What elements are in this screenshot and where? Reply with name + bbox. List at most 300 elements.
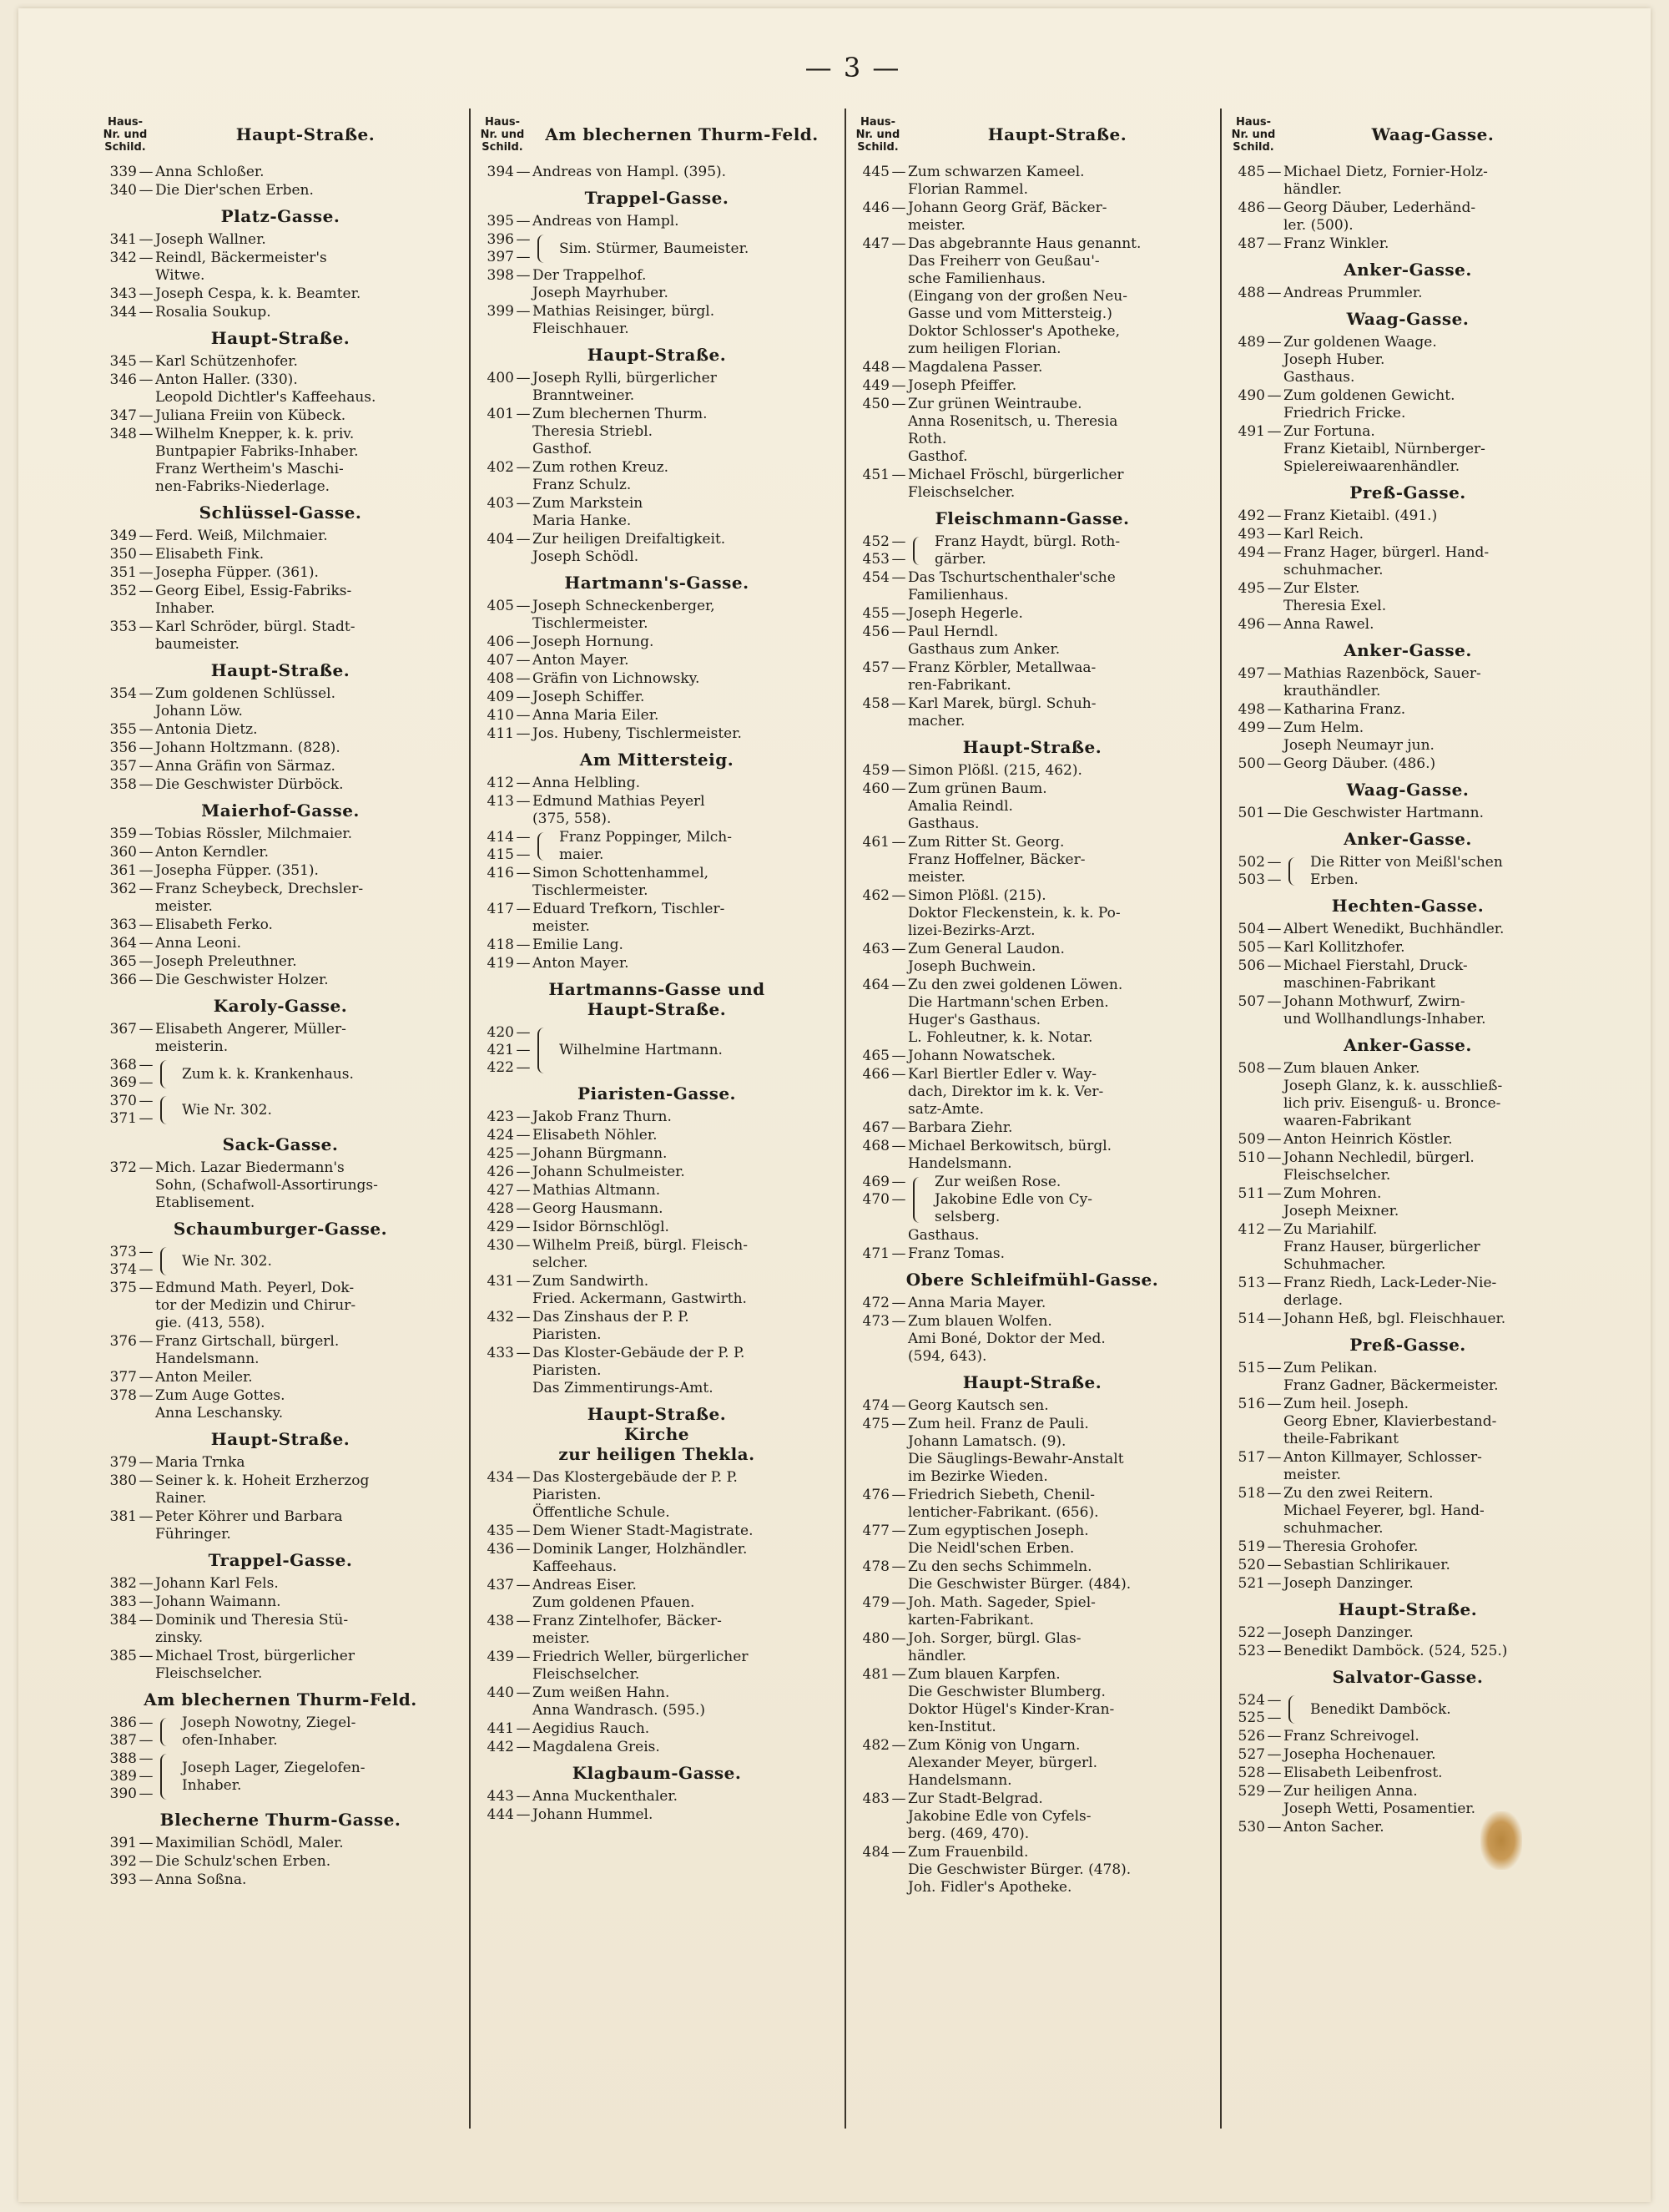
owner-text: Joh. Sorger, bürgl. Glas- händler. [908, 1630, 1082, 1664]
house-number: 472 [862, 1295, 890, 1311]
house-entry [853, 1630, 1212, 1665]
owner-text: Joseph Wallner. [155, 231, 266, 248]
dash-separator: — [891, 659, 906, 676]
house-entry [477, 213, 836, 230]
dash-separator: — [516, 955, 531, 972]
house-number: 385 [109, 1648, 137, 1664]
owner-text: Anton Mayer. [532, 652, 629, 669]
dash-separator: — [516, 1237, 531, 1254]
house-number: 519 [1238, 1538, 1265, 1555]
dash-separator: — [891, 1737, 906, 1754]
house-number: 434 [487, 1469, 514, 1486]
owner-text: Joseph Schiffer. [532, 689, 645, 705]
dash-separator: — [516, 846, 531, 863]
owner-text: Seiner k. k. Hoheit Erzherzog Rainer. [155, 1472, 370, 1507]
house-number: 397 [487, 249, 514, 265]
owner-text: Johann Karl Fels. [155, 1575, 279, 1592]
dash-separator: — [891, 1487, 906, 1503]
dash-separator: — [1267, 993, 1282, 1010]
house-entry [477, 531, 836, 566]
page-number: — 3 — [804, 52, 901, 83]
house-number: 487 [1238, 235, 1265, 252]
dash-separator: — [139, 972, 154, 988]
owner-text: Jakob Franz Thurn. [532, 1109, 672, 1125]
owner-text: Mathias Razenböck, Sauer- krauthändler. [1283, 665, 1481, 699]
house-entry [1228, 616, 1587, 634]
street-heading: Obere Schleifmühl-Gasse. [905, 1270, 1159, 1290]
dash-separator: — [139, 1732, 154, 1749]
owner-text: Johann Heß, bgl. Fleischhauer. [1283, 1311, 1506, 1327]
house-number: 483 [862, 1790, 890, 1807]
dash-separator: — [139, 1093, 154, 1109]
house-number: 486 [1238, 199, 1265, 216]
owner-text: Anna Leoni. [155, 935, 242, 952]
street-heading: Haupt-Straße. [210, 660, 350, 680]
dash-separator: — [516, 459, 531, 476]
house-number: 455 [862, 605, 890, 622]
house-number: 339 [109, 164, 137, 180]
house-entry [477, 1523, 836, 1540]
house-entry [100, 1454, 461, 1472]
brace-bracket [160, 1754, 177, 1800]
dash-separator: — [1267, 871, 1282, 888]
dash-separator: — [139, 1454, 154, 1471]
dash-separator: — [516, 937, 531, 953]
house-entry [477, 689, 836, 706]
dash-separator: — [139, 758, 154, 775]
owner-text: Joseph Hegerle. [908, 605, 1023, 622]
house-entry [477, 670, 836, 688]
house-number: 415 [487, 846, 514, 863]
house-entry [853, 977, 1212, 1047]
owner-text: Anna Schloßer. [155, 164, 265, 180]
house-entry [100, 182, 461, 199]
dash-separator: — [516, 829, 531, 846]
owner-text: Die Schulz'schen Erben. [155, 1853, 331, 1870]
owner-text: Albert Wenedikt, Buchhändler. [1283, 921, 1505, 937]
house-number: 448 [862, 359, 890, 376]
house-entry [853, 235, 1212, 358]
house-entry [100, 250, 461, 285]
owner-text: Franz Girtschall, bürgerl. Handelsmann. [155, 1333, 340, 1367]
house-entry [477, 1788, 836, 1805]
owner-text: Zum k. k. Krankenhaus. [182, 1065, 354, 1083]
street-heading: Haupt-Straße. [210, 328, 350, 348]
brace-bracket [537, 1028, 554, 1073]
house-entry [853, 396, 1212, 466]
owner-text: Anna Muckenthaler. [532, 1788, 678, 1805]
dash-separator: — [139, 1715, 154, 1731]
house-entry [1228, 755, 1587, 773]
owner-text: Benedikt Damböck. (524, 525.) [1283, 1643, 1508, 1659]
house-entry [477, 1720, 836, 1738]
dash-separator: — [1267, 805, 1282, 821]
owner-text: Zum Markstein Maria Hanke. [532, 495, 643, 529]
directory-column [845, 109, 1220, 2129]
owner-text: Antonia Dietz. [155, 721, 258, 738]
house-number: 342 [109, 250, 137, 266]
house-number: 503 [1238, 871, 1265, 888]
dash-separator: — [1267, 1819, 1282, 1836]
dash-separator: — [139, 721, 154, 738]
dash-separator: — [1267, 1624, 1282, 1641]
house-number: 527 [1238, 1746, 1265, 1763]
dash-separator: — [139, 844, 154, 861]
owner-text: Die Dier'schen Erben. [155, 182, 314, 199]
dash-separator: — [516, 689, 531, 705]
house-entry [1228, 1819, 1587, 1836]
house-entry [100, 371, 461, 407]
dash-separator: — [891, 1295, 906, 1311]
house-entry [853, 1295, 1212, 1312]
owner-text: Zum goldenen Gewicht. Friedrich Fricke. [1283, 387, 1455, 422]
dash-separator: — [516, 1273, 531, 1290]
house-entry [853, 941, 1212, 976]
dash-separator: — [891, 396, 906, 412]
directory-column [469, 109, 845, 2129]
house-number: 520 [1238, 1557, 1265, 1573]
house-entry [100, 721, 461, 739]
dash-separator: — [516, 213, 531, 230]
street-heading: Hechten-Gasse. [1331, 896, 1485, 916]
dash-separator: — [139, 250, 154, 266]
house-number: 349 [109, 528, 137, 544]
street-heading: Haupt-Straße. [1338, 1599, 1478, 1619]
house-number: 371 [109, 1110, 137, 1127]
owner-text: Zum Ritter St. Georg. Franz Hoffelner, Bäcker- meister. [908, 834, 1086, 886]
house-entry [853, 1737, 1212, 1790]
owner-text: Das Zinshaus der P. P. Piaristen. [532, 1309, 689, 1343]
house-number: 470 [862, 1191, 890, 1208]
house-number: 416 [487, 865, 514, 881]
owner-text: Joseph Lager, Ziegelofen- Inhaber. [182, 1759, 366, 1794]
house-entry [1228, 199, 1587, 235]
dash-separator: — [139, 231, 154, 248]
dash-separator: — [139, 164, 154, 180]
house-number: 497 [1238, 665, 1265, 682]
house-number: 449 [862, 377, 890, 394]
owner-text: Johann Georg Gräf, Bäcker- meister. [908, 199, 1107, 234]
house-entry [100, 285, 461, 303]
owner-text: Zum General Laudon. Joseph Buchwein. [908, 941, 1065, 975]
house-entry [100, 1871, 461, 1889]
house-entry [853, 624, 1212, 659]
dash-separator: — [139, 1853, 154, 1870]
house-entry [477, 459, 836, 494]
house-number: 453 [862, 551, 890, 568]
column-street-title: Haupt-Straße. [235, 124, 376, 144]
owner-text: Georg Kautsch sen. [908, 1397, 1049, 1414]
house-entry [853, 1558, 1212, 1593]
house-number: 390 [109, 1785, 137, 1802]
house-number: 357 [109, 758, 137, 775]
house-entry [853, 762, 1212, 780]
owner-text: Zur Stadt-Belgrad. Jakobine Edle von Cyfels- berg. (469, 470). [908, 1790, 1092, 1842]
dash-separator: — [891, 1666, 906, 1683]
dash-separator: — [516, 1042, 531, 1058]
dash-separator: — [891, 1313, 906, 1330]
dash-separator: — [516, 725, 531, 742]
house-entry [477, 652, 836, 669]
house-number: 407 [487, 652, 514, 669]
dash-separator: — [139, 1508, 154, 1525]
dash-separator: — [139, 1159, 154, 1176]
house-number: 361 [109, 862, 137, 879]
dash-separator: — [139, 546, 154, 563]
street-heading: Trappel-Gasse. [584, 188, 729, 208]
owner-text: Zum blauen Karpfen. Die Geschwister Blumberg. Doktor Hügel's Kinder-Kran- ken-Institut. [908, 1666, 1115, 1735]
house-number: 389 [109, 1768, 137, 1785]
dash-separator: — [891, 164, 906, 180]
owner-text: Michael Trost, bürgerlicher Fleischselcher. [155, 1648, 355, 1682]
house-entry [1228, 1275, 1587, 1310]
house-number: 488 [1238, 285, 1265, 301]
owner-text: Das Kloster-Gebäude der P. P. Piaristen. Das Zimmentirungs-Amt. [532, 1345, 745, 1396]
owner-text: Simon Plößl. (215, 462). [908, 762, 1082, 779]
column-street-title: Haupt-Straße. [987, 124, 1127, 144]
house-number: 353 [109, 619, 137, 635]
owner-text: Sebastian Schlirikauer. [1283, 1557, 1450, 1573]
house-entry [1228, 387, 1587, 422]
brace-bracket [160, 1060, 177, 1088]
owner-text: Anton Sacher. [1283, 1819, 1384, 1836]
house-number: 406 [487, 634, 514, 650]
house-number: 365 [109, 953, 137, 970]
house-entry [477, 598, 836, 633]
dash-separator: — [139, 371, 154, 388]
street-heading: Am blechernen Thurm-Feld. [144, 1689, 417, 1710]
dash-separator: — [1267, 199, 1282, 216]
street-heading: Anker-Gasse. [1344, 260, 1472, 280]
house-number: 466 [862, 1066, 890, 1083]
owner-text: Georg Eibel, Essig-Fabriks- Inhaber. [155, 583, 352, 617]
page-sheet [18, 8, 1651, 2202]
house-number: 454 [862, 569, 890, 586]
house-entry [1228, 1538, 1587, 1556]
grouped-entry [100, 1244, 461, 1279]
owner-text: Johann Hummel. [532, 1806, 653, 1823]
house-number: 510 [1238, 1149, 1265, 1166]
dash-separator: — [516, 1523, 531, 1539]
house-number: 492 [1238, 508, 1265, 524]
owner-text: Franz Haydt, bürgl. Roth- gärber. [935, 533, 1121, 568]
column-header [853, 109, 1212, 160]
owner-text: Zum heil. Joseph. Georg Ebner, Klavierbestand- theile-Fabrikant [1283, 1396, 1497, 1447]
dash-separator: — [1267, 526, 1282, 543]
dash-separator: — [1267, 1060, 1282, 1077]
dash-separator: — [516, 1145, 531, 1162]
dash-separator: — [516, 370, 531, 386]
owner-text: Friedrich Weller, bürgerlicher Fleischselcher. [532, 1649, 749, 1683]
dash-separator: — [139, 1593, 154, 1610]
owner-text: Johann Bürgmann. [532, 1145, 668, 1162]
house-entry [100, 528, 461, 545]
dash-separator: — [1267, 235, 1282, 252]
house-entry [477, 1649, 836, 1684]
street-heading: Haupt-Straße. [587, 345, 727, 365]
owner-text: Joseph Preleuthner. [155, 953, 297, 970]
column-label: Haus-Nr. und Schild. [855, 115, 900, 154]
house-number: 444 [487, 1806, 514, 1823]
dash-separator: — [891, 359, 906, 376]
house-number: 411 [487, 725, 514, 742]
house-entry [477, 303, 836, 338]
owner-text: Franz Poppinger, Milch- maier. [559, 829, 733, 863]
street-heading: Schaumburger-Gasse. [173, 1219, 388, 1239]
house-entry [1228, 1643, 1587, 1660]
house-number: 394 [487, 164, 514, 180]
house-number: 396 [487, 231, 514, 248]
house-number: 381 [109, 1508, 137, 1525]
owner-text: Andreas Eiser. Zum goldenen Pfauen. [532, 1577, 695, 1611]
dash-separator: — [139, 1333, 154, 1350]
brace-bracket [1288, 1695, 1305, 1724]
house-entry [477, 1806, 836, 1824]
owner-text: Anna Gräfin von Särmaz. [155, 758, 335, 775]
owner-text: Isidor Börnschlögl. [532, 1219, 669, 1235]
street-heading: Blecherne Thurm-Gasse. [159, 1810, 401, 1830]
owner-text: Zum Frauenbild. Die Geschwister Bürger. (478). Joh. Fidler's Apotheke. [908, 1844, 1132, 1896]
house-number: 412 [1238, 1221, 1265, 1238]
owner-text: Franz Riedh, Lack-Leder-Nie- derlage. [1283, 1275, 1497, 1309]
owner-text: Paul Herndl. Gasthaus zum Anker. [908, 624, 1061, 658]
dash-separator: — [139, 1575, 154, 1592]
owner-text: Anna Soßna. [155, 1871, 247, 1888]
grouped-entry [1228, 1692, 1587, 1727]
house-number: 410 [487, 707, 514, 724]
dash-separator: — [1267, 1275, 1282, 1291]
house-entry [853, 1397, 1212, 1415]
house-number: 474 [862, 1397, 890, 1414]
house-number: 418 [487, 937, 514, 953]
dash-separator: — [516, 865, 531, 881]
street-heading: Klagbaum-Gasse. [572, 1763, 742, 1783]
owner-text: Dominik und Theresia Stü- zinsky. [155, 1612, 349, 1646]
house-number: 417 [487, 901, 514, 917]
grouped-entry [477, 231, 836, 266]
owner-text: Franz Hager, bürgerl. Hand- schuhmacher. [1283, 544, 1490, 578]
house-number: 493 [1238, 526, 1265, 543]
house-number: 370 [109, 1093, 137, 1109]
owner-text: Katharina Franz. [1283, 701, 1406, 718]
house-number: 529 [1238, 1783, 1265, 1800]
house-entry [1228, 1728, 1587, 1745]
house-number: 419 [487, 955, 514, 972]
house-entry [477, 901, 836, 936]
house-entry [477, 267, 836, 302]
owner-text: Elisabeth Ferko. [155, 917, 273, 933]
house-number: 348 [109, 426, 137, 442]
house-number: 521 [1238, 1575, 1265, 1592]
owner-text: Josepha Füpper. (361). [155, 564, 319, 581]
house-number: 509 [1238, 1131, 1265, 1148]
dash-separator: — [891, 695, 906, 712]
directory-columns [93, 109, 1596, 2129]
dash-separator: — [139, 1835, 154, 1851]
brace-bracket [913, 1177, 930, 1223]
house-entry [477, 707, 836, 725]
dash-separator: — [139, 1871, 154, 1888]
owner-text: Zu den zwei goldenen Löwen. Die Hartmann'schen Erben. Huger's Gasthaus. L. Fohleutner, k. k. Notar. [908, 977, 1123, 1046]
owner-text: Edmund Mathias Peyerl (375, 558). [532, 793, 705, 827]
owner-text: Elisabeth Fink. [155, 546, 265, 563]
house-entry [853, 1138, 1212, 1173]
house-entry [477, 1345, 836, 1397]
house-number: 420 [487, 1024, 514, 1041]
owner-text: Karl Schützenhofer. [155, 353, 298, 370]
house-entry [1228, 1485, 1587, 1538]
house-entry [100, 231, 461, 249]
house-entry [853, 1416, 1212, 1486]
street-heading: Hartmann's-Gasse. [564, 573, 749, 593]
owner-text: Zu den sechs Schimmeln. Die Geschwister Bürger. (484). [908, 1558, 1132, 1593]
house-number: 513 [1238, 1275, 1265, 1291]
house-number: 352 [109, 583, 137, 599]
house-entry [477, 725, 836, 743]
owner-text: Georg Däuber, Lederhänd- ler. (500). [1283, 199, 1476, 234]
house-entry [1228, 1783, 1587, 1818]
dash-separator: — [516, 1806, 531, 1823]
house-entry [477, 370, 836, 405]
dash-separator: — [139, 935, 154, 952]
house-number: 467 [862, 1119, 890, 1136]
owner-text: Elisabeth Leibenfrost. [1283, 1765, 1443, 1781]
house-entry [853, 1313, 1212, 1366]
dash-separator: — [1267, 665, 1282, 682]
dash-separator: — [1267, 1449, 1282, 1466]
house-entry [1228, 720, 1587, 755]
owner-text: Zum blauen Wolfen. Ami Boné, Doktor der Med. (594, 643). [908, 1313, 1106, 1365]
house-entry [853, 359, 1212, 376]
house-number: 516 [1238, 1396, 1265, 1412]
dash-separator: — [139, 285, 154, 302]
street-heading: Preß-Gasse. [1349, 1335, 1466, 1355]
house-entry [853, 1523, 1212, 1558]
owner-text: Zum goldenen Schlüssel. Johann Löw. [155, 685, 335, 720]
owner-text: Michael Fierstahl, Druck- maschinen-Fabrikant [1283, 957, 1468, 992]
owner-text: Joseph Danzinger. [1283, 1575, 1414, 1592]
house-number: 506 [1238, 957, 1265, 974]
owner-text: Zur goldenen Waage. Joseph Huber. Gasthaus. [1283, 334, 1437, 386]
owner-text: Johann Waimann. [155, 1593, 281, 1610]
house-number: 429 [487, 1219, 514, 1235]
owner-text: Anton Kerndler. [155, 844, 270, 861]
owner-text: Johann Mothwurf, Zwirn- und Wollhandlungs-Inhaber. [1283, 993, 1486, 1028]
street-heading: Haupt-Straße. [210, 1429, 350, 1449]
dash-separator: — [891, 977, 906, 993]
owner-text: Benedikt Damböck. [1310, 1700, 1451, 1718]
owner-text: Rosalia Soukup. [155, 304, 271, 321]
dash-separator: — [139, 1021, 154, 1038]
grouped-entry [1228, 854, 1587, 889]
house-entry [1228, 235, 1587, 253]
house-entry [853, 1790, 1212, 1843]
house-entry [853, 1227, 1212, 1245]
owner-text: Michael Berkowitsch, bürgl. Handelsmann. [908, 1138, 1112, 1172]
house-number: 515 [1238, 1360, 1265, 1376]
house-entry [477, 955, 836, 972]
dash-separator: — [516, 1219, 531, 1235]
dash-separator: — [1267, 580, 1282, 597]
column-header [477, 109, 836, 160]
house-number: 471 [862, 1245, 890, 1262]
house-number: 526 [1238, 1728, 1265, 1745]
dash-separator: — [516, 495, 531, 512]
house-number: 443 [487, 1788, 514, 1805]
dash-separator: — [1267, 1485, 1282, 1502]
owner-text: Josepha Hochenauer. [1283, 1746, 1436, 1763]
house-entry [853, 605, 1212, 623]
